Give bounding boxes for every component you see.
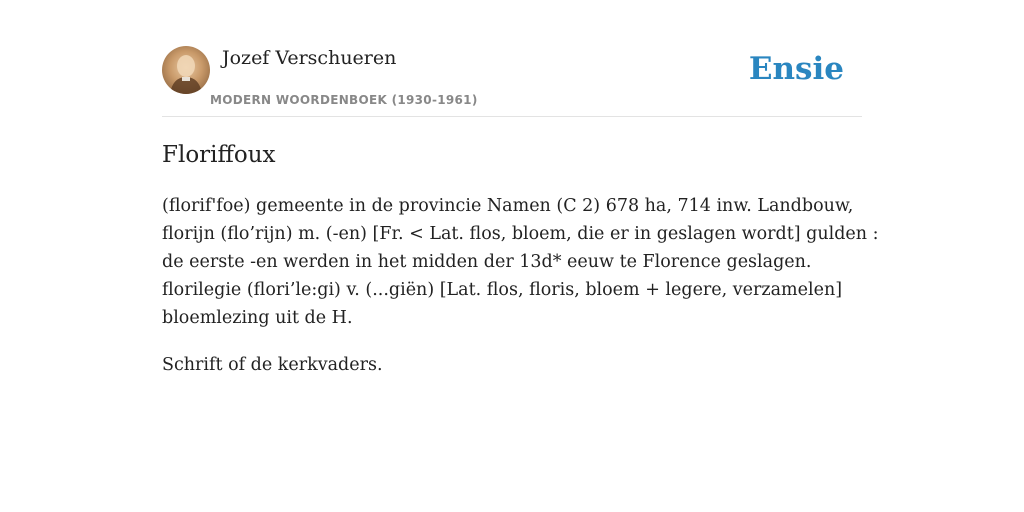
entry-line: (florif'foe) gemeente in de provincie Namen (C 2) 678 ha, 714 inw. Landbouw,	[162, 196, 854, 216]
entry-title: Floriffoux	[162, 142, 276, 168]
brand-logo[interactable]: Ensie	[748, 51, 844, 87]
entry-line: florilegie (flori’le:gi) v. (...giën) [Lat. flos, floris, bloem + legere, verzamelen]	[162, 280, 843, 300]
portrait-icon	[162, 46, 210, 94]
entry-line: florijn (flo’rijn) m. (-en) [Fr. < Lat. flos, bloem, die er in geslagen wordt] gulden :	[162, 224, 879, 244]
entry-line: bloemlezing uit de H.	[162, 308, 353, 328]
author-name[interactable]: Jozef Verschueren	[222, 47, 397, 69]
entry-line: de eerste -en werden in het midden der 13d* eeuw te Florence geslagen.	[162, 252, 812, 272]
entry-paragraph-1	[162, 192, 879, 332]
source-name[interactable]: MODERN WOORDENBOEK (1930-1961)	[210, 93, 478, 107]
header	[162, 46, 862, 117]
author-avatar[interactable]	[162, 46, 210, 94]
entry-paragraph-2: Schrift of de kerkvaders.	[162, 355, 383, 375]
entry-body	[162, 192, 879, 398]
